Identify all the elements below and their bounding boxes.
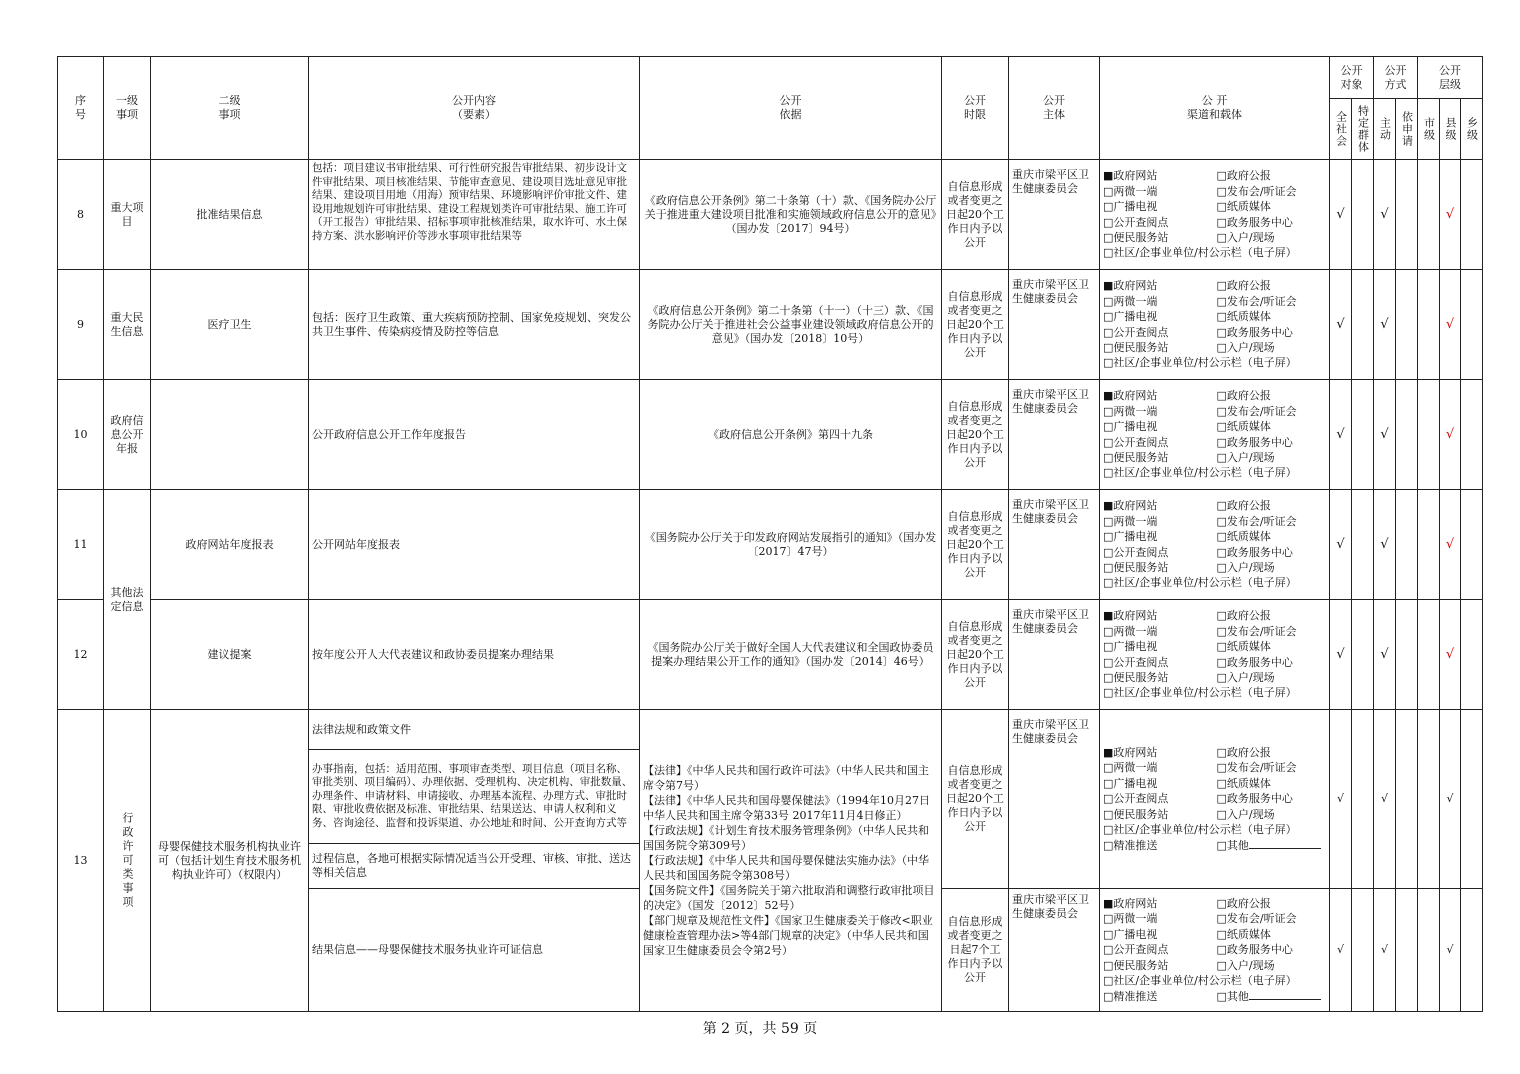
row-content-laws: 法律法规和政策文件 bbox=[309, 710, 640, 750]
channel-gov-gazette: □政府公报 bbox=[1216, 897, 1271, 911]
row-basis: 《政府信息公开条例》第二十条第（十一）（十三）款、《国务院办公厅关于推进社会公益事业建设领域政府信息公开的意见》（国办发〔2018〕10号） bbox=[640, 270, 942, 380]
channel-gov-gazette: □政府公报 bbox=[1216, 499, 1271, 513]
channel-onsite: □入户/现场 bbox=[1216, 958, 1275, 972]
check-all: √ bbox=[1336, 426, 1345, 442]
row-subject: 重庆市梁平区卫生健康委员会 bbox=[1009, 270, 1100, 380]
channel-reading-point: □公开查阅点 bbox=[1103, 792, 1169, 806]
check-active: √ bbox=[1380, 536, 1389, 552]
page-footer: 第 2 页，共 59 页 bbox=[702, 1021, 818, 1037]
channel-onsite: □入户/现场 bbox=[1216, 670, 1275, 684]
channel-press-hearing: □发布会/听证会 bbox=[1216, 514, 1297, 528]
row-time: 自信息形成或者变更之日起20个工作日内予以公开 bbox=[942, 270, 1009, 380]
channel-service-center: □政务服务中心 bbox=[1216, 435, 1293, 449]
channel-list bbox=[1103, 608, 1326, 700]
channel-gov-gazette: □政府公报 bbox=[1216, 746, 1271, 760]
channel-bulletin: □社区/企事业单位/村公示栏（电子屏） bbox=[1103, 576, 1297, 590]
channel-broadcast: □广播电视 bbox=[1103, 530, 1158, 544]
check-active: √ bbox=[1380, 646, 1389, 662]
channel-wechat-weibo: □两微一端 bbox=[1103, 514, 1158, 528]
channel-list bbox=[1103, 896, 1326, 1004]
row-content-result: 结果信息——母婴保健技术服务执业许可证信息 bbox=[309, 889, 640, 1012]
basis-item: 【行政法规】《中华人民共和国母婴保健法实施办法》（中华人民共和国国务院令第308号） bbox=[643, 854, 929, 882]
table-row bbox=[58, 270, 1483, 380]
channel-press-hearing: □发布会/听证会 bbox=[1216, 404, 1297, 418]
header-content: 公开内容 （要素） bbox=[309, 57, 640, 160]
channel-broadcast: □广播电视 bbox=[1103, 927, 1158, 941]
row-basis: 《国务院办公厅关于印发政府网站发展指引的通知》（国办发〔2017〕47号） bbox=[640, 490, 942, 600]
channel-gov-website: ■政府网站 bbox=[1103, 499, 1158, 513]
channel-print-media: □纸质媒体 bbox=[1216, 640, 1271, 654]
check-county: √ bbox=[1446, 792, 1454, 805]
row-subject: 重庆市梁平区卫生健康委员会 bbox=[1009, 380, 1100, 490]
channel-service-station: □便民服务站 bbox=[1103, 958, 1169, 972]
row-level2: 建议提案 bbox=[151, 600, 309, 710]
check-active: √ bbox=[1380, 792, 1388, 805]
row-channels bbox=[1100, 160, 1330, 270]
channel-gov-gazette: □政府公报 bbox=[1216, 609, 1271, 623]
channel-bulletin: □社区/企事业单位/村公示栏（电子屏） bbox=[1103, 466, 1297, 480]
channel-wechat-weibo: □两微一端 bbox=[1103, 184, 1158, 198]
channel-wechat-weibo: □两微一端 bbox=[1103, 761, 1158, 775]
row-content: 公开政府信息公开工作年度报告 bbox=[309, 380, 640, 490]
table-row bbox=[58, 600, 1483, 710]
check-all: √ bbox=[1336, 646, 1345, 662]
header-apply: 依申请 bbox=[1400, 111, 1414, 147]
check-all: √ bbox=[1336, 943, 1344, 956]
header-level1: 一级 事项 bbox=[104, 57, 151, 160]
row-level1: 其他法定信息 bbox=[104, 490, 151, 710]
row-channels bbox=[1100, 600, 1330, 710]
header-town: 乡级 bbox=[1465, 117, 1479, 141]
channel-reading-point: □公开查阅点 bbox=[1103, 325, 1169, 339]
channel-list bbox=[1103, 168, 1326, 260]
channel-service-station: □便民服务站 bbox=[1103, 230, 1169, 244]
channel-service-center: □政务服务中心 bbox=[1216, 655, 1293, 669]
row-basis: 《政府信息公开条例》第二十条第（十）款、《国务院办公厅关于推进重大建设项目批准和实施领域政府信息公开的意见》（国办发〔2017〕94号） bbox=[640, 160, 942, 270]
row-time: 自信息形成或者变更之日起20个工作日内予以公开 bbox=[942, 710, 1009, 889]
header-target: 公开 对象 bbox=[1330, 57, 1374, 99]
row-level1: 政府信息公开年报 bbox=[104, 380, 151, 490]
channel-bulletin: □社区/企事业单位/村公示栏（电子屏） bbox=[1103, 356, 1297, 370]
row-content: 包括：项目建议书审批结果、可行性研究报告审批结果、初步设计文件审批结果、项目核准结果、节能审查意见、建设项目选址意见审批结果、建设项目用地（用海）预审结果、环境影响评价审批文件、建设用地规划许可审批结果、建设工程规划类许可审批结果、施工许可（开工报告）审批结果、招标事项审批核准结果，取水许可、水土保持方案、洪水影响评价等涉水事项审批结果等 bbox=[309, 160, 640, 270]
channel-gov-gazette: □政府公报 bbox=[1216, 389, 1271, 403]
row-channels bbox=[1100, 380, 1330, 490]
channel-service-station: □便民服务站 bbox=[1103, 340, 1169, 354]
channel-bulletin: □社区/企事业单位/村公示栏（电子屏） bbox=[1103, 974, 1297, 988]
row-basis: 《政府信息公开条例》第四十九条 bbox=[640, 380, 942, 490]
channel-broadcast: □广播电视 bbox=[1103, 640, 1158, 654]
row-content: 公开网站年度报表 bbox=[309, 490, 640, 600]
row-channels bbox=[1100, 490, 1330, 600]
row-time: 自信息形成或者变更之日起20个工作日内予以公开 bbox=[942, 600, 1009, 710]
channel-precise-push: □精准推送 bbox=[1103, 838, 1158, 852]
check-all: √ bbox=[1336, 536, 1345, 552]
check-county: √ bbox=[1445, 426, 1455, 442]
channel-broadcast: □广播电视 bbox=[1103, 310, 1158, 324]
check-county: √ bbox=[1445, 536, 1455, 552]
channel-service-center: □政务服务中心 bbox=[1216, 545, 1293, 559]
channel-service-center: □政务服务中心 bbox=[1216, 215, 1293, 229]
channel-onsite: □入户/现场 bbox=[1216, 230, 1275, 244]
channel-press-hearing: □发布会/听证会 bbox=[1216, 184, 1297, 198]
row-channels bbox=[1100, 710, 1330, 889]
row-content: 按年度公开人大代表建议和政协委员提案办理结果 bbox=[309, 600, 640, 710]
row-content: 包括：医疗卫生政策、重大疾病预防控制、国家免疫规划、突发公共卫生事件、传染病疫情及防控等信息 bbox=[309, 270, 640, 380]
channel-broadcast: □广播电视 bbox=[1103, 200, 1158, 214]
check-active: √ bbox=[1380, 316, 1389, 332]
row-time: 自信息形成或者变更之日起20个工作日内予以公开 bbox=[942, 380, 1009, 490]
channel-print-media: □纸质媒体 bbox=[1216, 927, 1271, 941]
channel-print-media: □纸质媒体 bbox=[1216, 776, 1271, 790]
channel-gov-website: ■政府网站 bbox=[1103, 279, 1158, 293]
channel-press-hearing: □发布会/听证会 bbox=[1216, 294, 1297, 308]
check-county: √ bbox=[1446, 943, 1454, 956]
channel-list bbox=[1103, 388, 1326, 480]
channel-reading-point: □公开查阅点 bbox=[1103, 435, 1169, 449]
channel-onsite: □入户/现场 bbox=[1216, 560, 1275, 574]
channel-press-hearing: □发布会/听证会 bbox=[1216, 624, 1297, 638]
check-active: √ bbox=[1380, 206, 1389, 222]
check-all: √ bbox=[1336, 792, 1344, 805]
row-time: 自信息形成或者变更之日起20个工作日内予以公开 bbox=[942, 160, 1009, 270]
row-level2: 母婴保健技术服务机构执业许可（包括计划生育技术服务机构执业许可）（权限内） bbox=[151, 710, 309, 1012]
check-all: √ bbox=[1336, 206, 1345, 222]
channel-wechat-weibo: □两微一端 bbox=[1103, 294, 1158, 308]
table-row bbox=[58, 380, 1483, 490]
channel-list bbox=[1103, 745, 1326, 853]
channel-service-station: □便民服务站 bbox=[1103, 807, 1169, 821]
row-seq: 8 bbox=[58, 160, 104, 270]
row-level2: 批准结果信息 bbox=[151, 160, 309, 270]
row-basis: 《国务院办公厅关于做好全国人大代表建议和全国政协委员提案办理结果公开工作的通知》（国办发〔2014〕46号） bbox=[640, 600, 942, 710]
header-method: 公开 方式 bbox=[1374, 57, 1418, 99]
channel-gov-website: ■政府网站 bbox=[1103, 746, 1158, 760]
header-level2: 二级 事项 bbox=[151, 57, 309, 160]
header-all: 全社会 bbox=[1334, 111, 1348, 147]
channel-reading-point: □公开查阅点 bbox=[1103, 943, 1169, 957]
basis-item: 【行政法规】《计划生育技术服务管理条例》（中华人民共和国国务院令第309号） bbox=[643, 824, 929, 852]
channel-gov-website: ■政府网站 bbox=[1103, 389, 1158, 403]
channel-reading-point: □公开查阅点 bbox=[1103, 215, 1169, 229]
channel-list bbox=[1103, 278, 1326, 370]
table-row bbox=[58, 490, 1483, 600]
channel-precise-push: □精准推送 bbox=[1103, 989, 1158, 1003]
header-time: 公开 时限 bbox=[942, 57, 1009, 160]
row-level1: 重大民生信息 bbox=[104, 270, 151, 380]
row-seq: 10 bbox=[58, 380, 104, 490]
channel-onsite: □入户/现场 bbox=[1216, 807, 1275, 821]
channel-onsite: □入户/现场 bbox=[1216, 450, 1275, 464]
channel-gov-gazette: □政府公报 bbox=[1216, 169, 1271, 183]
channel-gov-website: ■政府网站 bbox=[1103, 169, 1158, 183]
check-county: √ bbox=[1445, 316, 1455, 332]
channel-bulletin: □社区/企事业单位/村公示栏（电子屏） bbox=[1103, 246, 1297, 260]
channel-reading-point: □公开查阅点 bbox=[1103, 545, 1169, 559]
channel-broadcast: □广播电视 bbox=[1103, 420, 1158, 434]
row-subject: 重庆市梁平区卫生健康委员会 bbox=[1009, 889, 1100, 1012]
row-subject: 重庆市梁平区卫生健康委员会 bbox=[1009, 160, 1100, 270]
channel-onsite: □入户/现场 bbox=[1216, 340, 1275, 354]
channel-wechat-weibo: □两微一端 bbox=[1103, 404, 1158, 418]
channel-service-center: □政务服务中心 bbox=[1216, 792, 1293, 806]
check-all: √ bbox=[1336, 316, 1345, 332]
channel-list bbox=[1103, 498, 1326, 590]
check-county: √ bbox=[1445, 206, 1455, 222]
header-basis: 公开 依据 bbox=[640, 57, 942, 160]
channel-service-station: □便民服务站 bbox=[1103, 670, 1169, 684]
row-subject: 重庆市梁平区卫生健康委员会 bbox=[1009, 600, 1100, 710]
channel-print-media: □纸质媒体 bbox=[1216, 200, 1271, 214]
row-seq: 11 bbox=[58, 490, 104, 600]
channel-print-media: □纸质媒体 bbox=[1216, 310, 1271, 324]
table-row bbox=[58, 710, 1483, 750]
header-active: 主动 bbox=[1378, 117, 1392, 141]
row-subject: 重庆市梁平区卫生健康委员会 bbox=[1009, 490, 1100, 600]
channel-gov-website: ■政府网站 bbox=[1103, 897, 1158, 911]
row-level2 bbox=[151, 380, 309, 490]
basis-item: 【部门规章及规范性文件】《国家卫生健康委关于修改<职业健康检查管理办法>等4部门规章的决定》（中华人民共和国国家卫生健康委员会令第2号） bbox=[643, 914, 933, 957]
channel-service-center: □政务服务中心 bbox=[1216, 325, 1293, 339]
channel-gov-website: ■政府网站 bbox=[1103, 609, 1158, 623]
header-county: 县级 bbox=[1444, 117, 1457, 141]
disclosure-table bbox=[57, 56, 1483, 1012]
row-level1: 行政许可类事项 bbox=[121, 811, 134, 910]
channel-broadcast: □广播电视 bbox=[1103, 776, 1158, 790]
basis-item: 【国务院文件】《国务院关于第六批取消和调整行政审批项目的决定》（国发〔2012〕52号） bbox=[643, 884, 935, 912]
header-seq: 序 号 bbox=[58, 57, 104, 160]
row-subject: 重庆市梁平区卫生健康委员会 bbox=[1009, 710, 1100, 889]
header-channel: 公 开 渠道和载体 bbox=[1100, 57, 1330, 160]
header-subject: 公开 主体 bbox=[1009, 57, 1100, 160]
channel-press-hearing: □发布会/听证会 bbox=[1216, 912, 1297, 926]
row-time: 自信息形成或者变更之日起20个工作日内予以公开 bbox=[942, 490, 1009, 600]
channel-print-media: □纸质媒体 bbox=[1216, 530, 1271, 544]
table-row bbox=[58, 160, 1483, 270]
check-county: √ bbox=[1445, 646, 1455, 662]
channel-bulletin: □社区/企事业单位/村公示栏（电子屏） bbox=[1103, 686, 1297, 700]
row-seq: 9 bbox=[58, 270, 104, 380]
channel-service-station: □便民服务站 bbox=[1103, 560, 1169, 574]
row-channels bbox=[1100, 889, 1330, 1012]
channel-wechat-weibo: □两微一端 bbox=[1103, 912, 1158, 926]
channel-reading-point: □公开查阅点 bbox=[1103, 655, 1169, 669]
row-level2: 政府网站年度报表 bbox=[151, 490, 309, 600]
channel-service-center: □政务服务中心 bbox=[1216, 943, 1293, 957]
header-row-1 bbox=[58, 57, 1483, 99]
channel-wechat-weibo: □两微一端 bbox=[1103, 624, 1158, 638]
row-level1: 重大项目 bbox=[104, 160, 151, 270]
row-time: 自信息形成或者变更之日起7个工作日内予以公开 bbox=[942, 889, 1009, 1012]
channel-service-station: □便民服务站 bbox=[1103, 450, 1169, 464]
row-basis bbox=[640, 710, 942, 1012]
channel-other: □其他 bbox=[1217, 989, 1327, 1004]
channel-other: □其他 bbox=[1217, 838, 1327, 853]
row-content-process: 过程信息，各地可根据实际情况适当公开受理、审核、审批、送达等相关信息 bbox=[309, 844, 640, 889]
row-seq: 12 bbox=[58, 600, 104, 710]
row-level2: 医疗卫生 bbox=[151, 270, 309, 380]
header-tier: 公开 层级 bbox=[1418, 57, 1483, 99]
channel-gov-gazette: □政府公报 bbox=[1216, 279, 1271, 293]
row-content-guide: 办事指南，包括：适用范围、事项审查类型、项目信息（项目名称、审批类别、项目编码）、办理依据、受理机构、决定机构、审批数量、办理条件、申请材料、申请接收、办理基本流程、办理方式、审批时限、审批收费依据及标准、审批结果、结果送达、申请人权利和义务、咨询途径、监督和投诉渠道、办公地址和时间、公开查询方式等 bbox=[309, 750, 640, 844]
header-city: 市级 bbox=[1422, 117, 1436, 141]
basis-item: 【法律】《中华人民共和国行政许可法》（中华人民共和国主席令第7号） bbox=[643, 764, 929, 792]
check-active: √ bbox=[1380, 426, 1389, 442]
basis-item: 【法律】《中华人民共和国母婴保健法》（1994年10月27日中华人民共和国主席令第33号 2017年11月4日修正） bbox=[643, 794, 930, 822]
channel-print-media: □纸质媒体 bbox=[1216, 420, 1271, 434]
check-active: √ bbox=[1380, 943, 1388, 956]
row-seq: 13 bbox=[58, 710, 104, 1012]
channel-bulletin: □社区/企事业单位/村公示栏（电子屏） bbox=[1103, 823, 1297, 837]
row-channels bbox=[1100, 270, 1330, 380]
header-special: 特定群体 bbox=[1356, 105, 1370, 153]
channel-press-hearing: □发布会/听证会 bbox=[1216, 761, 1297, 775]
